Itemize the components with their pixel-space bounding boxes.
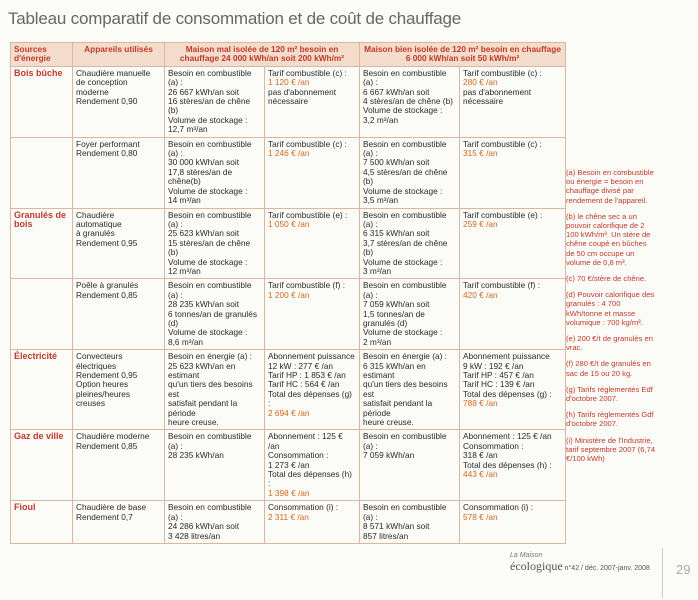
appliance-cell-line: Rendement 0,85 — [76, 440, 138, 451]
mal-besoin-cell — [165, 430, 265, 501]
bien-tarif-cell-line: Tarif HC : 139 € /an — [463, 379, 535, 390]
mal-tarif-cell — [265, 137, 360, 208]
mal-cost: 1 246 € /an — [268, 148, 310, 159]
table-row — [11, 501, 566, 544]
bien-besoin-cell — [360, 66, 460, 137]
bien-besoin-cell-line: Besoin en combustible (a) : — [363, 280, 447, 300]
bien-cost: 259 € /an — [463, 218, 498, 229]
bien-besoin-cell — [360, 137, 460, 208]
bien-tarif-cell-line: Tarif combustible (c) : — [463, 67, 542, 78]
footnote: (d) Pouvoir calorifique des granulés : 4 700 kWh/tonne et masse volumique : 700 kg/m³. — [566, 290, 655, 327]
bien-besoin-cell-line: heure creuse. — [363, 417, 414, 428]
mal-tarif-cell — [265, 501, 360, 544]
mal-cost: 1 120 € /an — [268, 77, 310, 88]
appliance-cell-line: Rendement 0,95 — [76, 370, 138, 380]
bien-cost: 788 € /an — [463, 398, 498, 409]
bien-besoin-cell-line: 4 stères/an de chêne (b) — [363, 96, 453, 107]
bien-tarif-cell-line: 9 kW : 192 € /an — [463, 360, 524, 371]
appliance-cell — [73, 208, 165, 279]
mal-besoin-cell-line: Besoin en combustible (a) : — [168, 280, 252, 300]
bien-tarif-cell-line: Consommation (i) : — [463, 502, 534, 513]
bien-besoin-cell-line: Volume de stockage : — [363, 327, 443, 338]
energy-source: Fioul — [11, 501, 73, 544]
mal-besoin-cell-line: satisfait pendant la période — [168, 398, 238, 418]
table-row — [11, 137, 566, 208]
appliance-cell-line: de conception moderne — [76, 77, 128, 97]
mal-besoin-cell-line: Besoin en combustible (a) : — [168, 209, 252, 229]
mal-besoin-cell-line: 26 667 kWh/an soit — [168, 86, 240, 97]
appliance-cell-line: Rendement 0,85 — [76, 289, 138, 300]
mal-besoin-cell-line: Besoin en énergie (a) : — [168, 351, 252, 362]
bien-besoin-cell — [360, 501, 460, 544]
mal-tarif-cell-line: Consommation : — [268, 450, 329, 461]
appliance-cell-line: Foyer performant — [76, 138, 140, 149]
bien-tarif-cell — [460, 208, 566, 279]
mal-besoin-cell-line: Volume de stockage : — [168, 185, 248, 196]
mal-besoin-cell-line: 30 000 kWh/an soit — [168, 157, 240, 168]
appliance-cell — [73, 430, 165, 501]
mal-tarif-note: nécessaire — [268, 96, 309, 107]
mal-cost: 1 398 € /an — [268, 487, 310, 498]
mal-besoin-cell-line: Volume de stockage : — [168, 256, 248, 267]
appliance-cell — [73, 66, 165, 137]
appliance-cell — [73, 501, 165, 544]
appliance-cell-line: Rendement 0,80 — [76, 148, 138, 159]
appliance-cell — [73, 279, 165, 350]
appliance-cell-line: Poêle à granulés — [76, 280, 139, 291]
appliance-cell — [73, 350, 165, 430]
appliance-cell-line: Chaudière de base — [76, 502, 147, 513]
bien-besoin-cell-line: qu'un tiers des besoins est — [363, 379, 448, 399]
energy-source: Gaz de ville — [11, 430, 73, 501]
mal-besoin-cell — [165, 350, 265, 430]
bien-cost: 315 € /an — [463, 148, 498, 159]
bien-tarif-cell — [460, 501, 566, 544]
appliance-cell-line: pleines/heures creuses — [76, 388, 130, 409]
bien-tarif-cell — [460, 430, 566, 501]
mal-cost: 2 311 € /an — [268, 511, 309, 522]
bien-besoin-cell-line: Besoin en combustible (a) : — [363, 67, 447, 88]
mal-besoin-cell-line: 25 623 kWh/an soit — [168, 228, 240, 239]
bien-cost: 443 € /an — [463, 469, 498, 480]
mal-tarif-cell-line: Tarif combustible (e) : — [268, 209, 348, 220]
energy-source: Bois bûche — [11, 66, 73, 137]
energy-source — [11, 279, 73, 350]
bien-besoin-cell-line: Besoin en combustible (a) : — [363, 502, 447, 522]
header-sources: Sources d'énergie — [11, 43, 73, 67]
bien-tarif-cell — [460, 66, 566, 137]
bien-besoin-cell — [360, 279, 460, 350]
bien-besoin-cell-line: Besoin en combustible (a) : — [363, 431, 447, 451]
bien-tarif-cell — [460, 279, 566, 350]
appliance-cell-line: Rendement 0,95 — [76, 237, 138, 248]
bien-besoin-cell-line: 1,5 tonnes/an de granulés (d) — [363, 308, 425, 328]
bien-tarif-note: nécessaire — [463, 96, 504, 107]
mal-besoin-cell-line: 28 235 kWh/an — [168, 450, 224, 461]
bien-besoin-cell — [360, 350, 460, 430]
mal-tarif-cell-line: 1 273 € /an — [268, 459, 310, 470]
mal-tarif-cell-line: Tarif combustible (c) : — [268, 138, 347, 149]
bien-tarif-cell-line: Tarif combustible (e) : — [463, 209, 543, 220]
mal-besoin-cell-line: 25 623 kWh/an en estimant — [168, 360, 236, 380]
bien-tarif-cell-line: Abonnement : 125 € /an — [463, 431, 552, 442]
header-mal-isolee: Maison mal isolée de 120 m² besoin en chauffage 24 000 kWh/an soit 200 kWh/m² — [165, 43, 360, 67]
mal-tarif-cell-line: Abonnement : 125 € /an — [268, 431, 343, 451]
bien-besoin-cell-line: satisfait pendant la période — [363, 398, 433, 418]
bien-tarif-cell-line: Abonnement puissance — [463, 351, 550, 362]
page-title: Tableau comparatif de consommation et de coût de chauffage — [8, 9, 462, 28]
mal-besoin-cell — [165, 137, 265, 208]
appliance-cell-line: Chaudière — [76, 209, 115, 220]
mal-besoin-cell-line: 28 235 kWh/an soit — [168, 299, 240, 310]
table-row — [11, 66, 566, 137]
bien-tarif-cell — [460, 350, 566, 430]
mal-tarif-cell — [265, 430, 360, 501]
footnote: (h) Tarifs réglementés Gdf d'octobre 2007. — [566, 410, 654, 429]
table-header-row — [11, 43, 566, 67]
mal-tarif-note: pas d'abonnement — [268, 86, 337, 97]
bien-tarif-cell-line: 318 € /an — [463, 450, 498, 461]
mal-besoin-cell-line: 12,7 m³/an — [168, 124, 208, 135]
bien-besoin-cell-line: Volume de stockage : — [363, 185, 443, 196]
appliance-cell-line: Convecteurs — [76, 351, 123, 362]
mal-besoin-cell — [165, 501, 265, 544]
bien-besoin-cell-line: 3,5 m³/an — [363, 195, 399, 206]
bien-cost: 280 € /an — [463, 77, 498, 88]
bien-besoin-cell-line: 2 m³/an — [363, 336, 392, 347]
mal-besoin-cell — [165, 279, 265, 350]
bien-besoin-cell-line: 7 500 kWh/an soit — [363, 157, 430, 168]
bien-besoin-cell — [360, 430, 460, 501]
bien-besoin-cell-line: 4,5 stères/an de chêne (b) — [363, 166, 448, 187]
bien-tarif-cell-line: Tarif combustible (c) : — [463, 138, 542, 149]
mal-besoin-cell-line: 24 286 kWh/an soit — [168, 521, 240, 532]
mal-besoin-cell-line: 17,8 stères/an de chêne(b) — [168, 166, 233, 187]
mal-besoin-cell-line: qu'un tiers des besoins est — [168, 379, 253, 399]
bien-besoin-cell-line: 3,2 m³/an — [363, 114, 399, 125]
mal-tarif-cell-line: 12 kW : 277 € /an — [268, 360, 334, 371]
brand-small: La Maison — [510, 552, 543, 559]
bien-tarif-cell-line: Total des dépenses (g) : — [463, 388, 552, 399]
mal-tarif-cell-line: Tarif HC : 564 € /an — [268, 379, 340, 390]
mal-besoin-cell — [165, 66, 265, 137]
footnote: (b) le chêne sec a un pouvoir calorifique de 2 100 kWh/m³. Un stère de chêne coupé en bûches de 50 cm occupe un volume de 0,8 m³. — [566, 211, 651, 267]
mal-tarif-cell — [265, 208, 360, 279]
mal-besoin-cell-line: 15 stères/an de chêne (b) — [168, 237, 251, 258]
mal-tarif-cell — [265, 66, 360, 137]
bien-besoin-cell-line: Volume de stockage : — [363, 105, 443, 116]
mal-besoin-cell-line: 12 m³/an — [168, 265, 201, 276]
appliance-cell-line: Chaudière moderne — [76, 431, 150, 442]
energy-source — [11, 137, 73, 208]
table-row — [11, 279, 566, 350]
bien-cost: 420 € /an — [463, 289, 498, 300]
mal-cost: 1 200 € /an — [268, 289, 310, 300]
bien-besoin-cell-line: Besoin en énergie (a) : — [363, 351, 447, 362]
bien-besoin-cell-line: Besoin en combustible (a) : — [363, 209, 447, 229]
bien-tarif-cell-line: Tarif combustible (f) : — [463, 280, 541, 291]
bien-besoin-cell-line: Besoin en combustible (a) : — [363, 138, 447, 159]
bien-besoin-cell-line: 3,7 stères/an de chêne (b) — [363, 237, 448, 258]
mal-besoin-cell-line: 14 m³/an — [168, 195, 201, 206]
mal-tarif-cell — [265, 350, 360, 430]
bien-besoin-cell — [360, 208, 460, 279]
mal-besoin-cell-line: Besoin en combustible (a) : — [168, 138, 252, 159]
energy-source: Électricité — [11, 350, 73, 430]
appliance-cell-line: à granulés — [76, 228, 115, 239]
footnote: (i) Ministère de l'Industrie, tarif septembre 2007 (6,74 €/100 kWh) — [566, 435, 656, 464]
mal-tarif-cell-line: Tarif combustible (c) : — [268, 67, 347, 78]
mal-besoin-cell-line: 6 tonnes/an de granulés (d) — [168, 308, 258, 328]
footnotes — [566, 168, 656, 470]
appliance-cell-line: automatique — [76, 218, 122, 229]
bien-besoin-cell-line: 7 059 kWh/an soit — [363, 299, 430, 310]
mal-besoin-cell-line: Besoin en combustible (a) : — [168, 502, 252, 522]
footnote: (e) 200 €/t de granulés en vrac. — [566, 334, 653, 353]
footnote: (a) Besoin en combustible ou énergie = besoin en chauffage divisé par rendement de l'appareil. — [566, 168, 654, 205]
mal-tarif-cell-line: Tarif HP : 1 853 € /an — [268, 370, 346, 380]
bien-besoin-cell-line: 6 315 kWh/an en estimant — [363, 360, 426, 380]
bien-tarif-cell-line: Consommation : — [463, 440, 524, 451]
table-row — [11, 430, 566, 501]
appliance-cell-line: Chaudière manuelle — [76, 67, 151, 78]
appliance-cell — [73, 137, 165, 208]
bien-tarif-cell-line: Total des dépenses (h) : — [463, 459, 552, 470]
mal-besoin-cell-line: Besoin en combustible (a) : — [168, 431, 252, 451]
mal-besoin-cell-line: Volume de stockage : — [168, 327, 248, 338]
divider — [662, 548, 663, 598]
footnote: (g) Tarifs réglementés Edf d'octobre 2007. — [566, 384, 653, 404]
bien-tarif-cell-line: Tarif HP : 457 € /an — [463, 370, 534, 380]
brand-logo: écologique — [510, 559, 563, 573]
energy-source: Granulés de bois — [11, 208, 73, 279]
mal-besoin-cell-line: Volume de stockage : — [168, 114, 248, 125]
appliance-cell-line: électriques — [76, 360, 117, 371]
bien-besoin-cell-line: Volume de stockage : — [363, 256, 443, 267]
mal-tarif-cell-line: Total des dépenses (g) : — [268, 388, 352, 409]
bien-tarif-note: pas d'abonnement — [463, 86, 532, 97]
mal-tarif-cell-line: Tarif combustible (f) : — [268, 280, 345, 291]
mal-besoin-cell — [165, 208, 265, 279]
page-number: 29 — [676, 562, 691, 577]
bien-besoin-cell-line: 857 litres/an — [363, 530, 409, 541]
bien-besoin-cell-line: 7 059 kWh/an — [363, 450, 415, 461]
bien-besoin-cell-line: 6 315 kWh/an soit — [363, 228, 430, 239]
comparison-table — [10, 42, 566, 544]
bien-besoin-cell-line: 3 m³/an — [363, 265, 392, 276]
mal-tarif-cell — [265, 279, 360, 350]
bien-besoin-cell-line: 6 667 kWh/an soit — [363, 86, 430, 97]
issue-info: n°42 / déc. 2007-janv. 2008 — [564, 565, 650, 572]
mal-tarif-cell-line: Consommation (i) : — [268, 502, 339, 513]
table-row — [11, 208, 566, 279]
appliance-cell-line: Rendement 0,7 — [76, 511, 133, 522]
bien-tarif-cell — [460, 137, 566, 208]
appliance-cell-line: Option heures — [76, 379, 129, 390]
appliance-cell-line: Rendement 0,90 — [76, 96, 138, 107]
magazine-footer — [510, 552, 650, 574]
mal-besoin-cell-line: heure creuse. — [168, 417, 219, 428]
mal-besoin-cell-line: 8,6 m³/an — [168, 336, 204, 347]
footnote: (f) 280 €/t de granulés en sac de 15 ou 20 kg. — [566, 359, 651, 378]
mal-besoin-cell-line: Besoin en combustible (a) : — [168, 67, 252, 88]
mal-cost: 2 694 € /an — [268, 407, 310, 418]
mal-besoin-cell-line: 16 stères/an de chêne (b) — [168, 96, 251, 116]
bien-besoin-cell-line: 8 571 kWh/an soit — [363, 521, 430, 532]
mal-tarif-cell-line: Total des dépenses (h) : — [268, 469, 352, 489]
mal-cost: 1 050 € /an — [268, 218, 310, 229]
header-appareils: Appareils utilisés — [73, 43, 165, 67]
mal-besoin-cell-line: 3 428 litres/an — [168, 530, 221, 541]
footnote: (c) 70 €/stère de chêne. — [566, 274, 647, 284]
header-bien-isolee: Maison bien isolée de 120 m² besoin en chauffage 6 000 kWh/an soit 50 kWh/m² — [360, 43, 566, 67]
mal-tarif-cell-line: Abonnement puissance — [268, 351, 355, 362]
table-row — [11, 350, 566, 430]
bien-cost: 578 € /an — [463, 511, 498, 522]
